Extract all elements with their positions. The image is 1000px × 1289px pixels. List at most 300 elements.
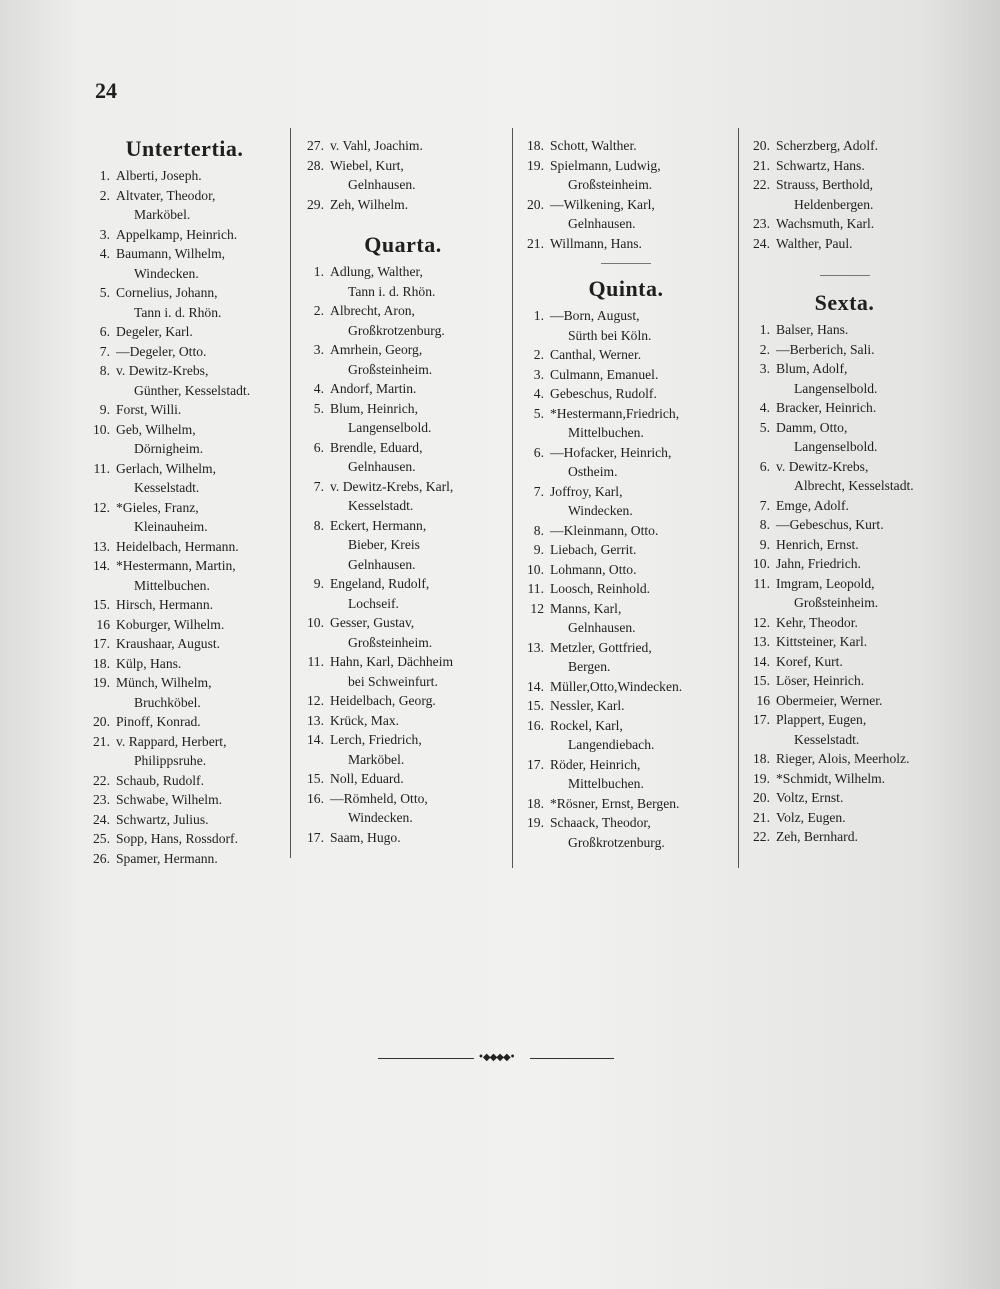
student-place: Kesselstadt.	[134, 480, 200, 495]
list-item	[742, 808, 947, 828]
student-name: —Gebeschus, Kurt.	[776, 517, 884, 532]
entry-number: 19.	[527, 157, 544, 173]
list-item	[742, 671, 947, 691]
entry-number: 24.	[753, 235, 770, 251]
student-list-sexta	[742, 320, 947, 847]
student-name: —Kleinmann, Otto.	[550, 522, 659, 538]
entry-text	[776, 418, 947, 457]
student-name: Blum, Heinrich,	[330, 400, 418, 416]
list-item	[296, 691, 510, 711]
list-item	[296, 379, 510, 399]
list-item	[296, 789, 510, 828]
entry-number: 1.	[533, 308, 544, 323]
entry-text	[330, 516, 510, 575]
entry-number: 14.	[307, 732, 324, 747]
entry-number: 13.	[307, 712, 324, 728]
entry-text	[550, 677, 736, 697]
student-name: Heidelbach, Georg.	[330, 693, 436, 708]
entry-number: 3.	[99, 226, 110, 242]
list-item	[82, 225, 287, 245]
list-item	[82, 342, 287, 362]
student-place: Tann i. d. Rhön.	[134, 304, 222, 320]
list-item	[742, 691, 947, 711]
student-name: Alberti, Joseph.	[116, 168, 202, 183]
entry-text	[330, 477, 510, 516]
student-name: Obermeier, Werner.	[776, 692, 883, 708]
entry-number: 4.	[313, 381, 324, 396]
ornament-line-left	[378, 1058, 474, 1059]
student-name: Kraushaar, August.	[116, 636, 221, 651]
entry-text	[116, 400, 287, 420]
student-name: Schwabe, Wilhelm.	[116, 792, 223, 807]
student-name: Gesser, Gustav,	[330, 615, 415, 630]
entry-number: 20.	[753, 790, 770, 805]
entry-number: 6.	[99, 324, 110, 339]
student-place: Langendiebach.	[568, 737, 655, 752]
student-name: Canthal, Werner.	[550, 347, 642, 362]
entry-text	[116, 420, 287, 459]
entry-number: 15.	[93, 597, 110, 612]
student-name: Löser, Heinrich.	[776, 673, 865, 688]
student-place: Großsteinheim.	[348, 361, 433, 377]
student-name: Sopp, Hans, Rossdorf.	[116, 831, 238, 846]
student-name: Saam, Hugo.	[330, 829, 401, 845]
entry-text	[330, 652, 510, 691]
entry-number: 17.	[307, 829, 324, 845]
ornament-divider	[378, 1054, 614, 1064]
student-name: Voltz, Ernst.	[776, 790, 844, 805]
entry-number: 4.	[533, 386, 544, 401]
entry-number: 21.	[527, 235, 544, 251]
page-number: 24	[95, 78, 117, 103]
entry-number: 22.	[93, 772, 110, 788]
student-name: Schwartz, Hans.	[776, 157, 865, 173]
entry-text	[116, 244, 287, 283]
entry-number: 9.	[99, 402, 110, 417]
list-item	[296, 301, 510, 340]
student-name: Scherzberg, Adolf.	[776, 138, 879, 153]
list-item	[82, 322, 287, 342]
list-item	[516, 560, 736, 580]
list-item	[742, 234, 947, 254]
entry-number: 10.	[307, 615, 324, 630]
student-name: Loosch, Reinhold.	[550, 581, 651, 596]
entry-number: 20.	[527, 196, 544, 212]
entry-text	[116, 634, 287, 654]
list-item	[742, 457, 947, 496]
student-name: Krück, Max.	[330, 712, 400, 728]
entry-text	[116, 498, 287, 537]
student-name: Willmann, Hans.	[550, 235, 642, 251]
student-name: Volz, Eugen.	[776, 809, 846, 825]
list-item	[516, 521, 736, 541]
entry-text	[330, 789, 510, 828]
list-item	[82, 361, 287, 400]
student-name: *Hestermann,Friedrich,	[550, 405, 680, 421]
entry-number: 12.	[753, 614, 770, 630]
student-place: Ostheim.	[568, 464, 618, 479]
entry-text	[116, 673, 287, 712]
entry-text	[550, 696, 736, 716]
student-place: Großsteinheim.	[568, 177, 653, 192]
entry-text	[776, 613, 947, 633]
list-item	[742, 827, 947, 847]
list-item	[516, 365, 736, 385]
entry-number: 2.	[759, 341, 770, 357]
entry-text	[776, 359, 947, 398]
entry-text	[116, 459, 287, 498]
student-list-quinta-continued	[742, 136, 947, 253]
entry-text	[330, 156, 510, 195]
entry-number: 10.	[753, 556, 770, 571]
entry-number: 13.	[527, 639, 544, 655]
list-item	[82, 244, 287, 283]
entry-number: 11.	[93, 460, 110, 476]
entry-number: 27.	[307, 138, 324, 153]
student-name: —Römheld, Otto,	[330, 790, 428, 806]
student-list-quinta	[516, 306, 736, 852]
entry-number: 9.	[533, 542, 544, 557]
student-name: Degeler, Karl.	[116, 324, 193, 339]
student-name: Hirsch, Hermann.	[116, 597, 214, 612]
list-item	[296, 574, 510, 613]
student-list-untertertia	[82, 166, 287, 868]
student-name: Lohmann, Otto.	[550, 561, 637, 577]
student-name: Rieger, Alois, Meerholz.	[776, 751, 910, 766]
entry-number: 10.	[527, 561, 544, 577]
list-item	[516, 156, 736, 195]
entry-text	[776, 632, 947, 652]
entry-text	[116, 186, 287, 225]
student-name: Noll, Eduard.	[330, 771, 404, 786]
student-name: Hahn, Karl, Dächheim	[330, 654, 454, 669]
entry-number: 3.	[759, 361, 770, 376]
entry-text	[330, 769, 510, 789]
list-item	[516, 540, 736, 560]
student-name: Imgram, Leopold,	[776, 575, 875, 591]
entry-text	[776, 496, 947, 516]
list-item	[742, 496, 947, 516]
entry-text	[116, 595, 287, 615]
student-place: Lochseif.	[348, 595, 399, 611]
student-name: *Schmidt, Wilhelm.	[776, 770, 886, 786]
student-name: Joffroy, Karl,	[550, 483, 623, 499]
student-name: Engeland, Rudolf,	[330, 576, 430, 591]
student-name: Andorf, Martin.	[330, 381, 417, 396]
entry-number: 13.	[93, 538, 110, 554]
entry-text	[776, 136, 947, 156]
list-item	[296, 769, 510, 789]
student-place: Gelnhausen.	[348, 177, 416, 192]
list-item	[296, 262, 510, 301]
entry-number: 11.	[753, 575, 770, 591]
entry-number: 28.	[307, 157, 324, 173]
student-place: Mittelbuchen.	[134, 577, 210, 593]
entry-number: 1.	[99, 168, 110, 183]
student-name: —Degeler, Otto.	[116, 343, 207, 359]
entry-number: 23.	[93, 792, 110, 807]
entry-text	[116, 537, 287, 557]
student-name: Albrecht, Aron,	[330, 303, 415, 318]
list-item	[82, 673, 287, 712]
list-item	[516, 136, 736, 156]
list-item	[742, 574, 947, 613]
student-place: Dörnigheim.	[134, 441, 204, 456]
entry-number: 18.	[527, 795, 544, 811]
entry-number: 22.	[753, 177, 770, 192]
column-3	[516, 136, 736, 852]
student-name: Heidelbach, Hermann.	[116, 538, 239, 554]
entry-number: 5.	[313, 400, 324, 416]
student-place: Heldenbergen.	[794, 196, 874, 212]
entry-number: 19.	[753, 770, 770, 786]
list-item	[742, 632, 947, 652]
entry-text	[776, 554, 947, 574]
student-name: v. Dewitz-Krebs,	[776, 458, 869, 474]
student-name: Schwartz, Julius.	[116, 811, 209, 827]
entry-number: 21.	[753, 809, 770, 825]
ornament-line-right	[530, 1058, 614, 1059]
entry-number: 14.	[753, 653, 770, 669]
entry-text	[776, 234, 947, 254]
student-place: Kleinauheim.	[134, 519, 208, 534]
student-place: Philippsruhe.	[134, 753, 207, 768]
entry-number: 8.	[533, 522, 544, 538]
student-name: Forst, Willi.	[116, 402, 182, 417]
list-item	[742, 320, 947, 340]
entry-text	[550, 443, 736, 482]
student-name: Eckert, Hermann,	[330, 517, 427, 533]
list-item	[516, 404, 736, 443]
student-place: Sürth bei Köln.	[568, 327, 652, 343]
list-item	[742, 535, 947, 555]
entry-text	[776, 398, 947, 418]
entry-text	[330, 730, 510, 769]
student-name: Külp, Hans.	[116, 655, 182, 671]
entry-number: 9.	[313, 576, 324, 591]
student-name: Emge, Adolf.	[776, 497, 849, 513]
student-name: Röder, Heinrich,	[550, 756, 641, 772]
list-item	[516, 794, 736, 814]
student-place: Großkrotzenburg.	[348, 322, 445, 338]
section-heading-sexta: Sexta.	[814, 290, 875, 315]
entry-text	[330, 136, 510, 156]
list-item	[516, 384, 736, 404]
entry-number: 9.	[759, 536, 770, 552]
section-heading-quarta: Quarta.	[364, 232, 442, 257]
student-name: Gebeschus, Rudolf.	[550, 386, 657, 401]
entry-text	[776, 769, 947, 789]
entry-number: 21.	[93, 733, 110, 749]
entry-number: 2.	[99, 187, 110, 203]
entry-number: 16	[756, 692, 770, 708]
entry-text	[550, 136, 736, 156]
student-name: Strauss, Berthold,	[776, 177, 874, 192]
student-name: Schaack, Theodor,	[550, 815, 651, 830]
entry-text	[116, 829, 287, 849]
list-item	[82, 829, 287, 849]
list-item	[296, 711, 510, 731]
entry-number: 18.	[753, 751, 770, 766]
entry-text	[776, 340, 947, 360]
entry-number: 26.	[93, 850, 110, 866]
section-heading-untertertia: Untertertia.	[125, 136, 244, 161]
list-item	[742, 418, 947, 457]
list-item	[82, 790, 287, 810]
list-item	[742, 156, 947, 176]
entry-text	[776, 652, 947, 672]
list-item	[296, 613, 510, 652]
column-2	[296, 136, 510, 847]
list-item	[82, 654, 287, 674]
entry-text	[776, 457, 947, 496]
entry-text	[776, 156, 947, 176]
student-name: Metzler, Gottfried,	[550, 639, 652, 655]
entry-number: 15.	[527, 698, 544, 713]
entry-number: 5.	[533, 405, 544, 421]
list-item	[742, 749, 947, 769]
student-place: Gelnhausen.	[348, 556, 416, 572]
list-item	[82, 186, 287, 225]
column-4	[742, 136, 947, 847]
student-name: Amrhein, Georg,	[330, 342, 423, 357]
student-name: Adlung, Walther,	[330, 264, 423, 279]
student-name: Lerch, Friedrich,	[330, 732, 422, 747]
list-item	[516, 696, 736, 716]
entry-text	[330, 691, 510, 711]
student-name: *Rösner, Ernst, Bergen.	[550, 795, 680, 811]
student-name: Henrich, Ernst.	[776, 536, 859, 552]
entry-text	[330, 262, 510, 301]
entry-number: 5.	[99, 285, 110, 300]
entry-number: 12.	[93, 499, 110, 515]
entry-text	[776, 691, 947, 711]
list-item	[742, 175, 947, 214]
student-list-untertertia-continued	[296, 136, 510, 214]
entry-number: 17.	[527, 756, 544, 772]
student-name: Spielmann, Ludwig,	[550, 157, 661, 173]
list-item	[82, 595, 287, 615]
entry-number: 21.	[753, 157, 770, 173]
list-item	[516, 638, 736, 677]
student-name: Manns, Karl,	[550, 600, 622, 616]
entry-text	[550, 599, 736, 638]
list-item	[742, 769, 947, 789]
student-place: Albrecht, Kesselstadt.	[794, 478, 914, 493]
student-name: v. Vahl, Joachim.	[330, 138, 423, 153]
entry-text	[550, 521, 736, 541]
student-name: Nessler, Karl.	[550, 698, 625, 713]
entry-number: 1.	[759, 322, 770, 337]
entry-number: 8.	[759, 517, 770, 532]
entry-number: 15.	[307, 771, 324, 786]
list-item	[82, 459, 287, 498]
student-name: Wiebel, Kurt,	[330, 157, 404, 173]
list-item	[82, 732, 287, 771]
entry-text	[550, 560, 736, 580]
list-item	[296, 136, 510, 156]
student-name: Damm, Otto,	[776, 419, 848, 435]
student-name: Walther, Paul.	[776, 235, 853, 251]
student-name: Müller,Otto,Windecken.	[550, 678, 683, 694]
entry-number: 7.	[759, 497, 770, 513]
entry-number: 8.	[99, 363, 110, 378]
student-name: Münch, Wilhelm,	[116, 675, 212, 690]
entry-text	[550, 813, 736, 852]
entry-text	[550, 579, 736, 599]
list-item	[742, 613, 947, 633]
student-place: Großsteinheim.	[348, 634, 433, 650]
entry-text	[776, 827, 947, 847]
entry-text	[116, 732, 287, 771]
list-item	[82, 283, 287, 322]
entry-number: 16.	[307, 790, 324, 806]
student-name: —Born, August,	[550, 308, 640, 323]
entry-number: 10.	[93, 421, 110, 437]
list-item	[82, 615, 287, 635]
list-item	[82, 771, 287, 791]
student-place: Marköbel.	[134, 207, 191, 222]
entry-number: 13.	[753, 634, 770, 649]
entry-text	[116, 615, 287, 635]
list-item	[296, 477, 510, 516]
entry-text	[116, 342, 287, 362]
student-place: Bieber, Kreis	[348, 537, 420, 552]
entry-number: 19.	[527, 815, 544, 830]
student-name: Plappert, Eugen,	[776, 712, 867, 727]
list-item	[296, 730, 510, 769]
column-divider	[738, 128, 739, 868]
list-item	[82, 849, 287, 869]
student-name: Balser, Hans.	[776, 322, 849, 337]
list-item	[82, 634, 287, 654]
student-name: Geb, Wilhelm,	[116, 421, 196, 437]
student-name: —Berberich, Sali.	[776, 341, 875, 357]
entry-number: 7.	[99, 343, 110, 359]
list-item	[82, 712, 287, 732]
entry-number: 2.	[533, 347, 544, 362]
section-separator	[820, 275, 870, 276]
entry-text	[116, 556, 287, 595]
student-name: Zeh, Bernhard.	[776, 829, 858, 844]
student-place: Marköbel.	[348, 751, 405, 767]
entry-text	[116, 771, 287, 791]
entry-text	[116, 166, 287, 186]
list-item	[742, 359, 947, 398]
student-name: *Gieles, Franz,	[116, 499, 199, 515]
list-item	[82, 537, 287, 557]
entry-number: 6.	[533, 444, 544, 460]
list-item	[82, 400, 287, 420]
list-item	[742, 710, 947, 749]
list-item	[742, 340, 947, 360]
entry-text	[550, 540, 736, 560]
entry-text	[776, 671, 947, 691]
list-item	[296, 438, 510, 477]
entry-number: 16	[96, 616, 110, 632]
entry-text	[776, 320, 947, 340]
list-item	[82, 498, 287, 537]
entry-number: 7.	[313, 478, 324, 494]
student-name: v. Dewitz-Krebs,	[116, 363, 209, 378]
entry-text	[330, 438, 510, 477]
entry-number: 2.	[313, 303, 324, 318]
entry-number: 11.	[307, 654, 324, 669]
section-separator	[601, 263, 651, 264]
student-place: Gelnhausen.	[568, 216, 636, 231]
entry-number: 3.	[533, 366, 544, 382]
entry-text	[550, 384, 736, 404]
